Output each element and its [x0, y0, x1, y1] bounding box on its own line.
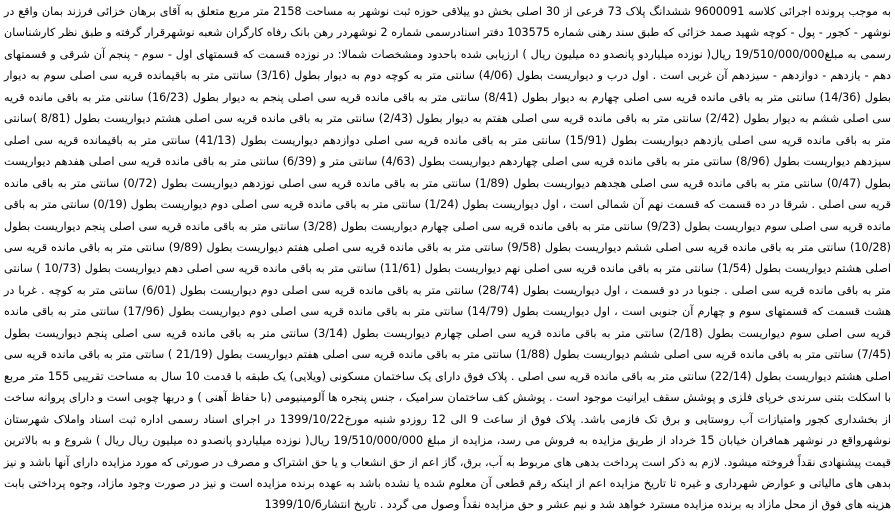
auction-notice-text: به موجب پرونده اجرائی کلاسه 9600091 ششدانگ پلاک 73 فرعی از 30 اصلی بخش دو ییلاقی حوزه ثبت نوشهر به مساحت 2158 متر مربع متعلق به آقای برهان خزائی فرزند بمان واقع در نوشهر - کجور - پول - کوچه شهید صمد خزائی که طبق سند رهنی شماره 103575 دفتر اسنادرسمی شماره 2 نوشهردر رهن بانک رفاه کارگران شعبه نوشهرقرار گرفته و طبق نظر کارشناسان رسمی به مبلغ19/510/000/000 ریال( نوزده میلیاردو پانصدو ده میلیون ریال ) ارزیابی شده باحدود ومشخصات شمالا: در نوزده قسمت که قسمتهای اول - سوم - پنجم آن شرقی و قسمتهای دهم - یازدهم - دوازدهم - سیزدهم آن غربی است . اول درب و دیواریست بطول (4/06) سانتی متر به کوچه دوم به دیوار بطول (3/16) سانتی متر به باقیمانده قریه سی اصلی سوم به دیوار بطول (14/36) سانتی متر به باقی مانده قریه سی اصلی چهارم به دیوار بطول (8/41) سانتی متر به باقی مانده قریه سی اصلی پنجم به دیوار بطول (16/23) سانتی متر به باقی مانده قریه سی اصلی ششم به دیوار بطول (2/42) سانتی متر به باقی مانده قریه سی اصلی هفتم به دیوار بطول (2/43) سانتی متر به باقی مانده قریه سی اصلی هشتم دیواریست بطول (8/81 )سانتی متر به باقی مانده قریه سی اصلی یازدهم دیواریست بطول (15/91) سانتی متر به باقی مانده قریه سی اصلی دوازدهم دیواریست بطول (41/13) سانتی متر به باقیمانده قریه سی اصلی سیزدهم دیواریست بطول (8/96) سانتی متر به باقی مانده قریه سی اصلی چهاردهم دیواریست بطول (4/63) سانتی متر و (6/39) سانتی متر به باقی مانده قریه سی اصلی هفدهم دیواریست بطول (0/47) سانتی متر به باقی مانده قریه سی اصلی هجدهم دیواریست بطول (1/89) سانتی متر به باقی مانده قریه سی اصلی نوزدهم دیواریست بطول (0/72) سانتی متر به باقی مانده قریه سی اصلی . شرقا در ده قسمت که قسمت نهم آن شمالی است ، اول دیواریست بطول (1/24) سانتی متر به باقی مانده قریه سی اصلی دوم دیواریست بطول (0/19) سانتی متر به باقی مانده قریه سی اصلی سوم دیواریست بطول (9/23) سانتی متر به باقی مانده قریه سی اصلی چهارم دیواریست بطول (3/28) سانتی متر به باقی مانده قریه سی اصلی پنجم دیواریست بطول (10/28) سانتی متر به باقی مانده قریه سی اصلی ششم دیواریست بطول (9/58) سانتی متر به باقی مانده قریه سی اصلی هفتم دیواریست بطول (9/89) سانتی متر به باقی مانده قریه سی اصلی هشتم دیواریست بطول (1/54) سانتی متر به باقی مانده قریه سی اصلی نهم دیواریست بطول (11/61) سانتی متر به باقی مانده قریه سی اصلی دهم دیواریست بطول (10/73 ) سانتی متر به باقی مانده قریه سی اصلی . جنوبا در دو قسمت ، اول دیواریست بطول (28/74) سانتی متر به باقی مانده قریه سی اصلی دوم دیواریست بطول (6/01) سانتی متر به کوچه . غربا در هشت قسمت که قسمتهای سوم و چهارم آن جنوبی است ، اول دیواریست بطول (14/79) سانتی متر به باقی مانده قریه سی اصلی دوم دیواریست بطول (17/96) سانتی متر به باقی مانده قریه سی اصلی سوم دیواریست بطول (2/18) سانتی متر به باقی مانده قریه سی اصلی چهارم دیواریست بطول (3/14) سانتی متر به باقی مانده قریه سی اصلی پنجم دیواریست بطول (7/45) سانتی متر به باقی مانده قریه سی اصلی ششم دیواریست بطول (1/88) سانتی متر به باقی مانده قریه سی اصلی هفتم دیواریست بطول (21/19 ) سانتی متر به باقی مانده قریه سی اصلی هشتم دیواریست بطول (22/14) سانتی متر به باقی مانده قریه سی اصلی . پلاک فوق دارای یک ساختمان مسکونی (ویلایی) یک طبقه با قدمت 10 سال به مساحت تقریبی 155 متر مربع با اسکلت بتنی سرندی خرپای فلزی و پوشش سقف ایرانیت موجود است . پوشش کف ساختمان سرامیک ، جنس پنجره ها آلومینیومی (با حفاظ آهنی ) و دربها چوبی است و دارای پروانه ساخت از بخشداری کجور وامتیازات آب روستایی و برق تک فازمی باشد. پلاک فوق از ساعت 9 الی 12 روزدو شنبه مورخ1399/10/22 در اجرای اسناد رسمی اداره ثبت اسناد واملاک شهرستان نوشهرواقع در نوشهر همافران خیابان 15 خرداد از طریق مزایده به فروش می رسد، مزایده از مبلغ 19/510/000/000 ریال( نوزده میلیاردو پانصدو ده میلیون ریال ریال ) شروع و به بالاترین قیمت پیشنهادی نقداً فروخته میشود. لازم به ذکر است پرداخت بدهی های مربوط به آب، برق، گاز اعم از حق انشعاب و یا حق اشتراک و مصرف در صورتی که مورد مزایده دارای آنها باشد و نیز بدهی های مالیاتی و عوارض شهرداری و غیره تا تاریخ مزایده اعم از اینکه رقم قطعی آن معلوم شده یا نشده باشد به عهده برنده مزایده است و نیز در صورت وجود مازاد، وجوه پرداختی بابت هزینه های فوق از محل مازاد به برنده مزایده مسترد خواهد شد و نیم عشر و حق مزایده نقداً وصول می گردد . تاریخ انتشار1399/10/6	[4, 5, 892, 512]
